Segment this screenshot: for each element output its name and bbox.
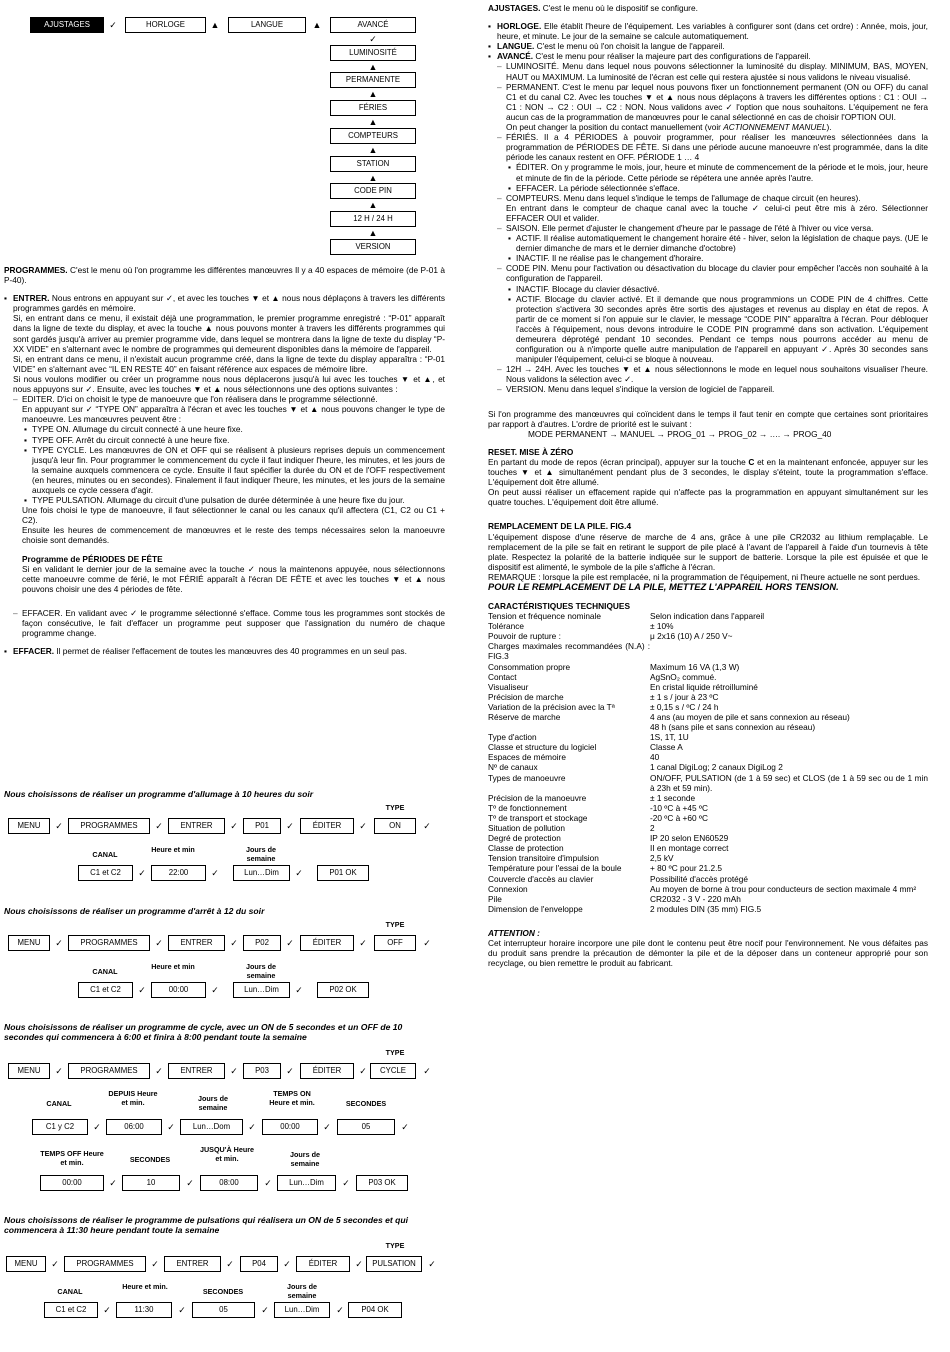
permanent-item: – PERMANENT. C'est le menu par lequel nous pouvons fixer un fonctionnement permanent (ON ou OFF) du canal C1 et du canal C2. Avec les touches ▼ et ▲ nous nous déplaçons à travers les différentes options : C1 : OUI → C1 : NON → C2 : OUI → C2 : NON. Nous validons avec ✓ l'option que nous souhaitons. L'équipement ne fera aucun cas de la programmation de manœuvres pour le canal sélectionné en cas de choisir l'OPTION OUI.	[488, 82, 928, 122]
spec-row	[488, 752, 928, 762]
type-pulsation-item: ▪ TYPE PULSATION. Allumage du circuit d'une pulsation de durée déterminée à une heure fixe du jour.	[4, 495, 445, 505]
attention-text: Cet interrupteur horaire incorpore une pile dont le contenu peut être nocif pour l'environnement. Ne vous défaites pas du produit sans prendre la précaution de démonter la pile et de la déposer dans un conteneur approprié pour son recyclage, ou bien remettre le produit au fabricant.	[488, 937, 928, 969]
step-entrer: ENTRER	[168, 935, 225, 951]
ajustages-text: C'est le menu où le dispositif se configure.	[540, 3, 698, 13]
spec-value	[650, 641, 928, 661]
step-canal: C1 et C2	[78, 865, 133, 881]
spec-row	[488, 672, 928, 682]
caracteristiques-heading: CARACTÉRISTIQUES TECHNIQUES	[488, 600, 630, 611]
canal-label: CANAL	[92, 850, 118, 859]
spec-row	[488, 853, 928, 863]
step-heure: 11:30	[116, 1302, 172, 1318]
step-programmes: PROGRAMMES	[68, 818, 150, 834]
check-icon: ✓	[151, 1259, 159, 1269]
spec-label: Tension transitoire d'impulsion	[488, 853, 599, 864]
check-icon: ✓	[55, 1066, 63, 1076]
permanent-note-text: On peut changer la position du contact manuellement (voir	[506, 122, 724, 133]
spec-label: Connexion	[488, 883, 528, 894]
check-icon: ✓	[283, 1259, 291, 1269]
step-entrer: ENTRER	[164, 1256, 221, 1272]
spec-value: ON/OFF, PULSATION (de 1 à 59 sec) et CLOS (de 1 à 59 sec ou de 1 min à 23h et 59 min).	[650, 772, 928, 793]
spec-label: Tº de transport et stockage	[488, 812, 588, 823]
step-depuis: 06:00	[106, 1119, 162, 1135]
saison-actif-item: ▪ ACTIF. Il réalise automatiquement le changement horaire été - hiver, selon la législation de chaque pays. (UE le dernier dimanche de mars et le dernier dimanche d'octobre)	[488, 233, 928, 253]
check-icon: ✓	[423, 938, 431, 948]
step-canal: C1 y C2	[32, 1119, 88, 1135]
spec-label: Contact	[488, 671, 517, 682]
luminosite-item: – LUMINOSITÉ. Menu dans lequel nous pouvons sélectionner la luminosité du display. MINIMUM, BAS, MOYEN, HAUT ou MAXIMUM. La luminosité de l'écran est celle qui restera ajustée si nous validons le niveau visualisé.	[488, 61, 928, 81]
scheme-title: Nous choisissons de réaliser un programme d'arrêt à 12 du soir	[4, 906, 265, 916]
spec-row	[488, 692, 928, 702]
step-program-ok: P02 OK	[317, 982, 369, 998]
up-arrow-icon: ▲	[368, 62, 378, 72]
spec-value: -10 ºC à +45 ºC	[650, 802, 708, 813]
step-editer: ÉDITER	[300, 818, 354, 834]
check-icon: ✓	[138, 868, 146, 878]
menu-box-ajustages: AJUSTAGES	[30, 17, 104, 33]
spec-label: Consommation propre	[488, 661, 571, 672]
spec-value: 2	[650, 823, 655, 834]
step-menu: MENU	[8, 1063, 50, 1079]
up-arrow-icon: ▲	[368, 117, 378, 127]
menu-box-horloge: HORLOGE	[125, 17, 206, 33]
spec-row	[488, 823, 928, 833]
langue-heading: LANGUE.	[497, 41, 535, 52]
check-icon: ✓	[230, 821, 238, 831]
langue-paragraph	[488, 41, 928, 51]
spec-label: Pile	[488, 893, 502, 904]
effacer-program-item: – EFFACER. En validant avec ✓ le programme sélectionné s'efface. Comme tous les programmes sont stockés de façon consécutive, le fait d'effacer un programme peut supposer que l'assignation du numéro de chaque programme change.	[4, 608, 445, 638]
check-icon: ✓	[155, 938, 163, 948]
spec-label: Température pour l'essai de la boule	[488, 863, 622, 874]
type-label: TYPE	[385, 1241, 405, 1250]
step-type: ON	[374, 818, 416, 834]
check-icon: ✓	[369, 34, 377, 44]
pile-remarque: REMARQUE : lorsque la pile est remplacée, ni la programmation de l'équipement, ni l'heure actuelle ne sont perdues.	[488, 571, 921, 582]
spec-label: Tº de fonctionnement	[488, 802, 567, 813]
menu-box-permanente: PERMANENTE	[330, 72, 416, 88]
up-arrow-icon: ▲	[368, 145, 378, 155]
step-editer: ÉDITER	[300, 935, 354, 951]
jours-label: Jours de semaine	[246, 962, 276, 980]
step-jours: Lun…Dim	[233, 982, 290, 998]
spec-label: Situation de pollution	[488, 823, 566, 834]
menu-box-12h-24h: 12 H / 24 H	[330, 211, 416, 227]
menu-box-version: VERSION	[330, 239, 416, 255]
spec-row	[488, 863, 928, 873]
spec-value: 40	[650, 752, 660, 763]
spec-value: Classe A	[650, 742, 683, 753]
spec-label: Dimension de l'enveloppe	[488, 903, 583, 914]
langue-text: C'est le menu où l'on choisit la langue de l'appareil.	[534, 41, 725, 52]
right-column	[488, 3, 928, 968]
compteurs-text-2: En entrant dans le compteur de chaque canal avec la touche ✓ celui-ci peut être mis à zéro. Sélectionner EFFACER OUI et valider.	[506, 202, 928, 223]
spec-row	[488, 702, 928, 712]
check-icon: ✓	[359, 938, 367, 948]
spec-value: 1 canal DigiLog; 2 canaux DigiLog 2	[650, 762, 783, 773]
secondes-label: SECONDES	[345, 1099, 387, 1108]
check-icon: ✓	[286, 938, 294, 948]
type-off-item: ▪ TYPE OFF. Arrêt du circuit connecté à une heure fixe.	[4, 435, 445, 445]
left-column	[4, 265, 445, 656]
step-menu: MENU	[8, 818, 50, 834]
entrer-paragraph	[4, 293, 445, 313]
scheme-title: Nous choisissons de réaliser un programme de cycle, avec un ON de 5 secondes et un OFF de 10 secondes qui commencera à 6:00 et finira à 8:00 pendant toute la semaine	[4, 1022, 403, 1042]
secondes-label: SECONDES	[202, 1287, 244, 1296]
spec-value: 2 modules DIN (35 mm) FIG.5	[650, 903, 762, 914]
feries-item: – FÉRIÉS. Il a 4 PÉRIODES à pouvoir programmer, pour réaliser les manœuvres sélectionnées dans la programmation de PÉRIODES DE FÊTE. Si dans une période aucune manoeuvre n'est programmée, dans la dite période les canaux restent en OFF. PÉRIODE 1 … 4	[488, 132, 928, 162]
spec-row	[488, 874, 928, 884]
menu-box-code-pin: CODE PIN	[330, 183, 416, 199]
check-icon: ✓	[55, 938, 63, 948]
up-arrow-icon: ▲	[368, 173, 378, 183]
step-programmes: PROGRAMMES	[64, 1256, 146, 1272]
check-icon: ✓	[178, 1305, 186, 1315]
spec-value: ± 0,15 s / ºC / 24 h	[650, 701, 719, 712]
spec-value: 48 h (sans pile et sans connexion au réseau)	[650, 722, 816, 733]
reset-heading: RESET. MISE À ZÉRO	[488, 446, 574, 457]
check-icon: ✓	[155, 1066, 163, 1076]
h12-24-item: – 12H → 24H. Avec les touches ▼ et ▲ nous sélectionnons le mode en lequel nous souhaitons visualiser l'heure. Nous validons la sélection avec ✓.	[488, 364, 928, 384]
secondes-label: SECONDES	[129, 1155, 171, 1164]
check-icon: ✓	[359, 821, 367, 831]
spec-value: Selon indication dans l'appareil	[650, 611, 765, 622]
editer-text-2: En appuyant sur ✓ “TYPE ON” apparaîtra à l'écran et avec les touches ▼ et ▲ nous pouvons changer le type de manoeuvre. Les manœuvres peuvent être :	[22, 404, 445, 425]
spec-value: Possibilité d'accès protégé	[650, 873, 748, 884]
spec-row	[488, 641, 928, 661]
type-on-item: ▪ TYPE ON. Allumage du circuit connecté à une heure fixe.	[4, 424, 445, 434]
programmes-text: C'est le menu où l'on programme les différentes manœuvres Il y a 40 espaces de mémoire (de P-01 à P-40).	[4, 265, 445, 286]
check-icon: ✓	[423, 821, 431, 831]
ajustages-paragraph	[488, 3, 928, 13]
permanent-note-end: ).	[826, 122, 832, 133]
spec-label: Type d'action	[488, 732, 537, 743]
spec-value: AgSnO₂ commué.	[650, 671, 717, 682]
canal-label: CANAL	[46, 1099, 72, 1108]
spec-label: Couvercle d'accès au clavier	[488, 873, 594, 884]
ajustages-heading: AJUSTAGES.	[488, 3, 541, 13]
programmes-paragraph	[4, 265, 445, 285]
spec-label: Précision de marche	[488, 691, 564, 702]
pile-text: L'équipement dispose d'une réserve de marche de 4 ans, grâce à une pile CR2032 au lithium remplaçable. Le remplacement de la pile se fait en retirant le support de pile placé à l'avant de l'appareil à l'aide d'un tournevis à tête plate. Respectez la polarité de la batterie indiquée sur le support de batterie. Lorsque la pile est épuisée et que le dispositif est alimenté, le symbole de la pile s'affiche à l'écran.	[488, 531, 928, 572]
spec-row	[488, 793, 928, 803]
spec-label	[488, 722, 650, 732]
up-arrow-icon: ▲	[368, 228, 378, 238]
step-programmes: PROGRAMMES	[68, 1063, 150, 1079]
spec-row	[488, 762, 928, 772]
step-jours-fin: Lun…Dim	[277, 1175, 336, 1191]
spec-row	[488, 621, 928, 631]
step-program-number: P03	[243, 1063, 281, 1079]
canal-label: CANAL	[92, 967, 118, 976]
priority-order: MODE PERMANENT → MANUEL → PROG_01 → PROG_02 → …. → PROG_40	[528, 428, 832, 439]
horloge-heading: HORLOGE.	[497, 21, 542, 32]
horloge-text: Elle établit l'heure de l'équipement. Les variables à configurer sont (dans cet ordre) : Année, mois, jour, heure, et minute. Le jour de la semaine se calcule automatiquement.	[497, 21, 928, 42]
spec-row	[488, 712, 928, 722]
check-icon: ✓	[286, 821, 294, 831]
spec-row	[488, 631, 928, 641]
spec-value: IP 20 selon EN60529	[650, 833, 729, 844]
spec-value: II en montage correct	[650, 843, 729, 854]
step-entrer: ENTRER	[168, 1063, 225, 1079]
version-item: – VERSION. Menu dans lequel s'indique la version de logiciel de l'appareil.	[488, 384, 928, 394]
spec-label: Nº de canaux	[488, 762, 538, 773]
spec-label: Réserve de marche	[488, 712, 561, 722]
entrer-paragraph-2: Si, en entrant dans ce menu, il existait déjà une programmation, le premier programme enregistré : “P-01” apparaît dans la ligne de texte du display, et avec la touche ▲ nous pouvons monter à travers les différents programmes qui sont gardés jusqu'à arriver au premier programme vide, dans lequel se montrera dans la ligne de texte du display “P-XX VIDE” en s'alternant avec le nombre de programmes qui demeurent disponibles dans la mémoire de l'appareil.	[13, 313, 445, 354]
spec-row	[488, 732, 928, 742]
up-arrow-icon: ▲	[312, 20, 322, 30]
check-icon: ✓	[295, 868, 303, 878]
pin-inactif-item: ▪ INACTIF. Blocage du clavier désactivé.	[488, 284, 928, 294]
check-icon: ✓	[226, 1259, 234, 1269]
jours-label: Jours de semaine	[246, 845, 276, 863]
heure-label: Heure et min	[151, 845, 195, 854]
horloge-paragraph	[488, 21, 928, 41]
spec-label: Espaces de mémoire	[488, 752, 566, 763]
editer-text-3: Une fois choisi le type de manoeuvre, il faut sélectionner le canal ou les canaux qu'il affectera (C1, C2 ou C1 + C2).	[22, 505, 445, 526]
check-icon: ✓	[55, 821, 63, 831]
canal-label: CANAL	[57, 1287, 83, 1296]
step-secondes-off: 10	[122, 1175, 180, 1191]
type-label: TYPE	[385, 920, 405, 929]
entrer-text: Nous entrons en appuyant sur ✓, et avec les touches ▼ et ▲ nous nous déplaçons à travers les différents programmes gardés en mémoire.	[13, 293, 445, 314]
spec-row	[488, 742, 928, 752]
step-canal: C1 et C2	[78, 982, 133, 998]
reset-text	[488, 457, 928, 487]
spec-row	[488, 884, 928, 894]
step-jours: Lun…Dim	[233, 865, 290, 881]
spec-value: + 80 ºC pour 21.2.5	[650, 863, 722, 874]
check-icon: ✓	[295, 985, 303, 995]
reset-key: C	[748, 456, 755, 467]
editer-item: – EDITER. D'ici on choisit le type de manoeuvre que l'on réalisera dans le programme sélectionné.	[4, 394, 445, 404]
step-menu: MENU	[8, 935, 50, 951]
reset-text-1: En partant du mode de repos (écran principal), appuyer sur la touche	[488, 456, 749, 467]
spec-table	[488, 611, 928, 914]
priority-paragraph: Si l'on programme des manœuvres qui coïncident dans le temps il faut tenir en compte que certaines sont prioritaires par rapport à d'autres. L'ordre de priorité est le suivant :	[488, 408, 928, 429]
temps-off-label: TEMPS OFF Heure et min.	[40, 1149, 104, 1167]
heure-label: Heure et min.	[122, 1282, 168, 1291]
menu-box-avance: AVANCÉ	[330, 17, 416, 33]
check-icon: ✓	[323, 1122, 331, 1132]
step-jours: Lun…Dom	[180, 1119, 243, 1135]
periodes-fete-heading: Programme de PÉRIODES DE FÊTE	[22, 553, 163, 564]
menu-box-luminosite: LUMINOSITÉ	[330, 45, 416, 61]
feries-effacer-item: ▪ EFFACER. La période sélectionnée s'efface.	[488, 183, 928, 193]
spec-value: En cristal liquide rétroilluminé	[650, 681, 758, 692]
check-icon: ✓	[336, 1305, 344, 1315]
spec-row	[488, 904, 928, 914]
spec-row	[488, 662, 928, 672]
jours-label: Jours de semaine	[287, 1282, 317, 1300]
check-icon: ✓	[211, 985, 219, 995]
jours-label: Jours de semaine	[198, 1094, 228, 1112]
step-heure: 22:00	[151, 865, 206, 881]
spec-row	[488, 843, 928, 853]
effacer-text: Il permet de réaliser l'effacement de toutes les manœuvres des 40 programmes en un seul pas.	[54, 646, 407, 657]
check-icon: ✓	[423, 1066, 431, 1076]
step-program-ok: P04 OK	[348, 1302, 402, 1318]
check-icon: ✓	[109, 1178, 117, 1188]
jours-label: Jours de semaine	[290, 1150, 320, 1168]
avance-paragraph	[488, 51, 928, 61]
scheme-title: Nous choisissons de réaliser le programme de pulsations qui réalisera un ON de 5 secondes et qui commencera à 11:30 heure pendant toute la semaine	[4, 1215, 409, 1235]
spec-value: 1S, 1T, 1U	[650, 732, 689, 743]
check-icon: ✓	[264, 1178, 272, 1188]
spec-label: Types de manoeuvre	[488, 772, 566, 783]
feries-editer-item: ▪ ÉDITER. On y programme le mois, jour, heure et minute de commencement de la période et le mois, jour, heure et minute de fin de la période. Cette période se répétera une année après l'autre.	[488, 162, 928, 182]
saison-inactif-item: ▪ INACTIF. Il ne réalise pas le changement d'horaire.	[488, 253, 928, 263]
step-entrer: ENTRER	[168, 818, 225, 834]
spec-value: -20 ºC à +60 ºC	[650, 812, 708, 823]
spec-value: 4 ans (au moyen de pile et sans connexion au réseau)	[650, 712, 850, 722]
step-program-number: P01	[243, 818, 281, 834]
spec-value: ± 1 seconde	[650, 792, 696, 803]
check-icon: ✓	[342, 1178, 350, 1188]
menu-box-langue: LANGUE	[228, 17, 306, 33]
spec-value: ± 1 s / jour à 23 ºC	[650, 691, 719, 702]
step-menu: MENU	[6, 1256, 46, 1272]
permanent-note-ref: ACTIONNEMENT MANUEL	[723, 122, 827, 133]
reset-text-3: On peut aussi réaliser un effacement rapide qui n'affecte pas la programmation en appuyant simultanément sur les quatre touches. L'équipement doit être allumé.	[488, 487, 928, 508]
step-editer: ÉDITER	[296, 1256, 350, 1272]
spec-row	[488, 813, 928, 823]
step-temps-on: 00:00	[262, 1119, 318, 1135]
spec-row	[488, 722, 928, 732]
pin-actif-item: ▪ ACTIF. Blocage du clavier activé. Et il demande que nous programmions un CODE PIN de 4 chiffres. Cette protection s'activera 30 secondes après être sortis des ajustages et revenus au display en état de repos. À partir de ce moment si l'on appuie sur le clavier, le message “CODE PIN” apparaîtra à l'écran. Pour débloquer l'accès à l'équipement, nous devons introduire le CODE PIN programmé dans son activation. L'équipement demeurera déprotégé pendant 10 secondes. Pendant ce temps nous pourrons accéder au menu de configuration ou à n'importe quelle autre manipulation de l'appareil en appuyant ✓. Après 30 secondes sans manipuler l'équipement, celui-ci se bloque à nouveau.	[488, 294, 928, 365]
attention-heading: ATTENTION :	[488, 927, 540, 938]
step-program-ok: P01 OK	[317, 865, 369, 881]
temps-on-label: TEMPS ON Heure et min.	[269, 1089, 315, 1107]
check-icon: ✓	[230, 938, 238, 948]
menu-box-feries: FÉRIES	[330, 100, 416, 116]
spec-value: ± 10%	[650, 621, 674, 632]
step-secondes: 05	[192, 1302, 255, 1318]
spec-label: Tolérance	[488, 621, 524, 632]
spec-row	[488, 833, 928, 843]
spec-label: Précision de la manoeuvre	[488, 792, 587, 803]
spec-label: Pouvoir de rupture :	[488, 631, 561, 642]
step-program-number: P02	[243, 935, 281, 951]
spec-row	[488, 803, 928, 813]
step-type: CYCLE	[370, 1063, 416, 1079]
check-icon: ✓	[138, 985, 146, 995]
avance-text: C'est le menu pour réaliser la majeure part des configurations de l'appareil.	[533, 51, 811, 62]
editer-text-4: Ensuite les heures de commencement de manœuvres et le reste des temps nécessaires selon la manoeuvre choisie sont demandés.	[22, 525, 445, 546]
check-icon: ✓	[261, 1305, 269, 1315]
check-icon: ✓	[359, 1066, 367, 1076]
spec-row	[488, 894, 928, 904]
menu-box-station: STATION	[330, 156, 416, 172]
check-icon: ✓	[103, 1305, 111, 1315]
menu-box-compteurs: COMPTEURS	[330, 128, 416, 144]
spec-label: Classe de protection	[488, 843, 564, 854]
effacer-heading: EFFACER.	[13, 646, 55, 657]
check-icon: ✓	[286, 1066, 294, 1076]
step-heure: 00:00	[151, 982, 206, 998]
step-program-ok: P03 OK	[356, 1175, 408, 1191]
check-icon: ✓	[167, 1122, 175, 1132]
entrer-heading: ENTRER.	[13, 293, 50, 304]
pile-heading: REMPLACEMENT DE LA PILE. FIG.4	[488, 521, 632, 532]
check-icon: ✓	[211, 868, 219, 878]
jusqua-label: JUSQU'À Heure et min.	[199, 1145, 255, 1163]
check-icon: ✓	[248, 1122, 256, 1132]
spec-row	[488, 611, 928, 621]
step-jours: Lun…Dim	[274, 1302, 330, 1318]
pile-warning: POUR LE REMPLACEMENT DE LA PILE, METTEZ L'APPAREIL HORS TENSION.	[488, 581, 839, 592]
step-type: OFF	[374, 935, 416, 951]
step-temps-off: 00:00	[40, 1175, 104, 1191]
entrer-paragraph-4: Si nous voulons modifier ou créer un programme nous nous déplacerons jusqu'à lui avec les touches ▼ et ▲, et nous appuyons sur ✓. Ensuite, avec les touches ▼ et ▲ nous sélectionnons une des options suivantes :	[13, 373, 445, 395]
depuis-label: DEPUIS Heure et min.	[108, 1089, 158, 1107]
step-jusqua: 08:00	[200, 1175, 258, 1191]
spec-value: Maximum 16 VA (1,3 W)	[650, 661, 740, 672]
type-cycle-item: ▪ TYPE CYCLE. Les manœuvres de ON et OFF qui se réalisent à plusieurs reprises depuis un commencement jusqu'à leur fin. Pour programmer le commencement du cycle il faut indiquer l'heure, les minutes, et les jours de la semaine auxquels commencera ce cycle. Ensuite il faut spécifier la durée du ON et de l'OFF respectivement (en heures, minutes ou en secondes). Finalement il faut indiquer l'heure, les minutes, et les jours de la semaine auxquels ce cycle cessera d'agir.	[4, 445, 445, 495]
effacer-paragraph	[4, 646, 445, 656]
check-icon: ✓	[230, 1066, 238, 1076]
check-icon: ✓	[51, 1259, 59, 1269]
spec-row	[488, 773, 928, 793]
spec-value: 2,5 kV	[650, 853, 674, 864]
spec-label: Variation de la précision avec la Tª	[488, 701, 615, 712]
check-icon: ✓	[428, 1259, 436, 1269]
spec-label: Tension et fréquence nominale	[488, 611, 602, 622]
step-type: PULSATION	[366, 1256, 422, 1272]
check-icon: ✓	[93, 1122, 101, 1132]
check-icon: ✓	[355, 1259, 363, 1269]
heure-label: Heure et min	[151, 962, 195, 971]
programmes-heading: PROGRAMMES.	[4, 265, 68, 275]
spec-value: μ 2x16 (10) A / 250 V~	[650, 631, 733, 642]
step-editer: ÉDITER	[300, 1063, 354, 1079]
up-arrow-icon: ▲	[368, 200, 378, 210]
permanent-manual-note	[488, 122, 928, 132]
spec-label: Charges maximales recommandées (N.A) : FIG.3	[488, 641, 650, 662]
step-secondes: 05	[337, 1119, 395, 1135]
avance-heading: AVANCÉ.	[497, 51, 534, 62]
step-programmes: PROGRAMMES	[68, 935, 150, 951]
spec-value: Au moyen de borne à trou pour conducteurs de section maximale 4 mm²	[650, 883, 917, 894]
check-icon: ✓	[186, 1178, 194, 1188]
reset-text-2: et en la maintenant enfoncée, appuyer sur les touches ▼ et ▲ simultanément pendant plus de 3 secondes, le display s'éteint, toute la programmation s'efface. L'équipement doit être allumé.	[488, 456, 928, 488]
spec-label: Degré de protection	[488, 833, 561, 844]
step-canal: C1 et C2	[44, 1302, 98, 1318]
check-icon: ✓	[401, 1122, 409, 1132]
spec-value: CR2032 - 3 V - 220 mAh	[650, 893, 741, 904]
spec-label: Visualiseur	[488, 681, 529, 692]
scheme-title: Nous choisissons de réaliser un programme d'allumage à 10 heures du soir	[4, 789, 314, 799]
compteurs-item: – COMPTEURS. Menu dans lequel s'indique le temps de l'allumage de chaque circuit (en heures).	[488, 193, 928, 203]
check-icon: ✓	[109, 20, 117, 30]
spec-label: Classe et structure du logiciel	[488, 742, 597, 753]
type-label: TYPE	[385, 803, 405, 812]
spec-row	[488, 682, 928, 692]
step-program-number: P04	[240, 1256, 278, 1272]
entrer-paragraph-3: Si, en entrant dans ce menu, il n'existait aucun programme créé, dans la ligne de texte du display apparaîtra : “P-01 VIDE” en s'alternant avec “IL EN RESTE 40” en faisant référence aux espaces de mémoire libre.	[13, 353, 445, 374]
up-arrow-icon: ▲	[210, 20, 220, 30]
code-pin-item: – CODE PIN. Menu pour l'activation ou désactivation du blocage du clavier pour empêcher l'accès non souhaité à la configuration de l'appareil.	[488, 263, 928, 283]
check-icon: ✓	[155, 821, 163, 831]
type-label: TYPE	[385, 1048, 405, 1057]
periodes-fete-text: Si en validant le dernier jour de la semaine avec la touche ✓ nous la maintenons appuyée, nous sélectionnons cette manoeuvre comme de férié, le mot FÉRIÉ apparaît à l'écran DE FÊTE et avec les touches ▼ et ▲ nous pouvons choisir une des 4 périodes de fête.	[22, 563, 445, 594]
up-arrow-icon: ▲	[368, 89, 378, 99]
saison-item: – SAISON. Elle permet d'ajuster le changement d'heure par le passage de l'été à l'hiver ou vice versa.	[488, 223, 928, 233]
